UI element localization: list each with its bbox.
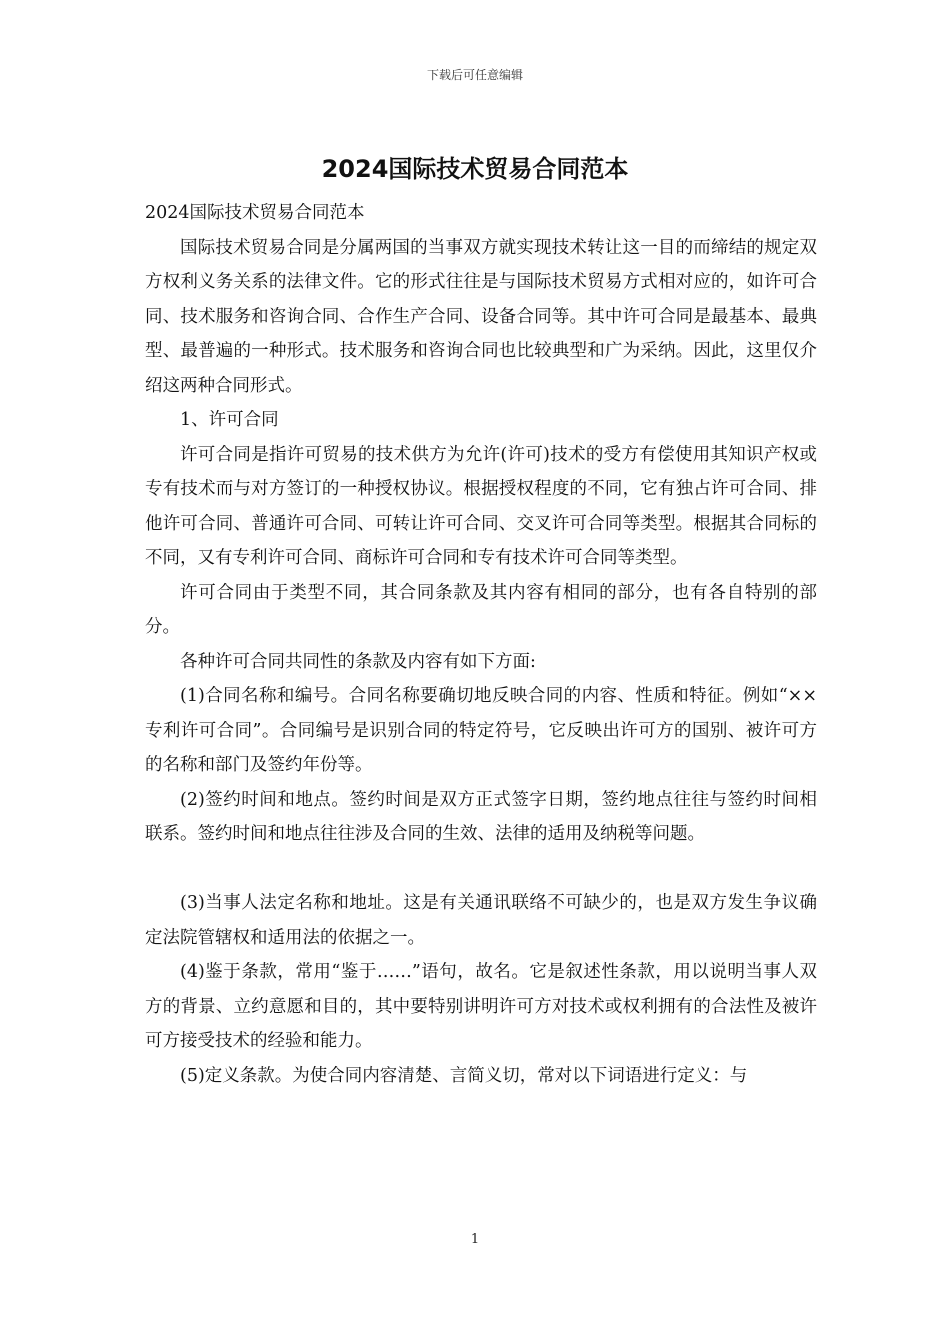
paragraph-intro: 国际技术贸易合同是分属两国的当事双方就实现技术转让这一目的而缔结的规定双方权利义务关系的法律文件。它的形式往往是与国际技术贸易方式相对应的，如许可合同、技术服务和咨询合同、合作生产合同、设备合同等。其中许可合同是最基本、最典型、最普遍的一种形式。技术服务和咨询合同也比较典型和广为采纳。因此，这里仅介绍这两种合同形式。 <box>145 237 817 396</box>
paragraph-license-definition: 许可合同是指许可贸易的技术供方为允许(许可)技术的受方有偿使用其知识产权或专有技术而与对方签订的一种授权协议。根据授权程度的不同，它有独占许可合同、排他许可合同、普通许可合同、可转让许可合同、交叉许可合同等类型。根据其合同标的不同，又有专利许可合同、商标许可合同和专有技术许可合同等类型。 <box>145 444 817 568</box>
clause-5-definitions: (5)定义条款。为使合同内容清楚、言简义切，常对以下词语进行定义：与 <box>180 1065 748 1086</box>
page-number: 1 <box>470 1232 480 1247</box>
document-title: 2024国际技术贸易合同范本 <box>321 155 629 183</box>
page-header-note: 下载后可任意编辑 <box>426 68 523 82</box>
clause-4-whereas: (4)鉴于条款，常用“鉴于……”语句，故名。它是叙述性条款，用以说明当事人双方的背景、立约意愿和目的，其中要特别讲明许可方对技术或权利拥有的合法性及被许可方接受技术的经验和能力。 <box>145 962 817 1051</box>
clause-3-parties: (3)当事人法定名称和地址。这是有关通讯联络不可缺少的，也是双方发生争议确定法院管辖权和适用法的依据之一。 <box>145 893 817 948</box>
paragraph-common-clauses: 各种许可合同共同性的条款及内容有如下方面: <box>180 651 536 672</box>
section-heading-license-contract: 1、许可合同 <box>180 410 279 430</box>
clause-2-time-and-place: (2)签约时间和地点。签约时间是双方正式签字日期，签约地点往往与签约时间相联系。签约时间和地点往往涉及合同的生效、法律的适用及纳税等问题。 <box>145 789 817 844</box>
subtitle-line: 2024国际技术贸易合同范本 <box>145 203 365 223</box>
clause-1-name-and-number: (1)合同名称和编号。合同名称要确切地反映合同的内容、性质和特征。例如“××专利许可合同”。合同编号是识别合同的特定符号，它反映出许可方的国别、被许可方的名称和部门及签约年份等。 <box>145 686 817 775</box>
paragraph-license-types: 许可合同由于类型不同，其合同条款及其内容有相同的部分，也有各自特别的部分。 <box>145 582 817 637</box>
document-body <box>145 196 817 1093</box>
